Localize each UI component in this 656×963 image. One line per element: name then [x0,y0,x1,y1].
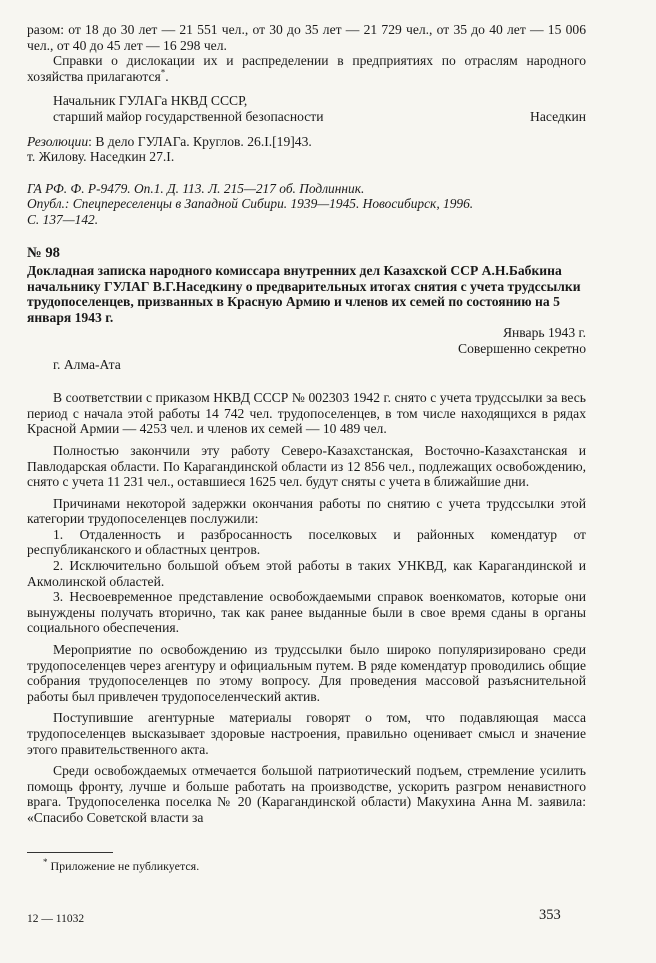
body-paragraph: 2. Исключительно большой объем этой работы в таких УНКВД, как Карагандинской и Акмолинской областей. [27,558,586,589]
body-paragraph: Поступившие агентурные материалы говорят о том, что подавляющая масса трудопоселенцев высказывает здоровые настроения, правильно оценивает смысл и значение этого правительственного акта. [27,710,586,757]
document-body [27,390,586,825]
archive-line-3: С. 137—142. [27,211,99,227]
intro-line: разом: от 18 до 30 лет — 21 551 чел., от 30 до 35 лет — 21 729 чел., от 35 до 40 лет — 15 006 чел., от 40 до 45 лет — 16 298 чел. [27,22,586,53]
page-number: 353 [539,907,561,923]
signer-title-2: старший майор государственной безопасности [53,108,324,124]
signer-row [53,109,586,125]
body-paragraph: Среди освобождаемых отмечается большой патриотический подъем, стремление усилить помощь фронту, лучше и больше работать на производстве, ускорить разгром ненавистного врага. Трудопоселенка поселка № 20 (Карагандинской области) Макухина Анна М. заявила: «Спасибо Советской власти за [27,763,586,825]
body-paragraph: 1. Отдаленность и разбросанность поселковых и районных комендатур от республиканского и областных центров. [27,526,586,558]
body-paragraph: Причинами некоторой задержки окончания работы по снятию с учета трудссылки этой категории трудопоселенцев послужили: [27,495,586,527]
document-title: Докладная записка народного комиссара внутренних дел Казахской ССР А.Н.Бабкина начальнику ГУЛАГ В.Г.Наседкину о предварительных итогах снятия с учета трудссылки трудопоселенцев, призванных в Красную Армию и членов их семей по состоянию на 5 января 1943 г. [27,262,581,325]
body-paragraph: Мероприятие по освобождению из трудссылки было широко популяризировано среди трудопоселенцев через агентуру и официальным путем. В ряде комендатур проводились общие собрания трудопоселенцев по этому вопросу. Для проведения массовой разъяснительной работы был привлечен трудопоселенческий актив. [27,642,586,704]
document-place: г. Алма-Ата [53,356,121,372]
archive-line-2: Опубл.: Спецпереселенцы в Западной Сибири. 1939—1945. Новосибирск, 1996. [27,196,474,212]
document-number: № 98 [27,244,60,261]
footnote-marker: * [43,857,48,867]
classification-stamp: Совершенно секретно [458,340,586,356]
footnote [43,859,199,873]
signer-name: Наседкин [530,108,586,124]
body-paragraph: В соответствии с приказом НКВД СССР № 002303 1942 г. снято с учета трудссылки за весь период с начала этой работы 14 742 чел. трудопоселенцев, в том числе находящихся в рядах Красной Армии — 4253 чел. и членов их семей — 10 489 чел. [27,390,586,437]
body-paragraph: 3. Несвоевременное представление освобождаемыми справок военкоматов, которые они вынуждены получать вторично, так как ранее выданные были в свое время сданы в органы социального обеспечения. [27,589,586,636]
intro-paragraph-text: Справки о дислокации их и распределении в предприятиях по отраслям народного хозяйства прилагаются [27,53,586,84]
footnote-separator [27,852,113,853]
resolutions-line-2: т. Жилову. Наседкин 27.I. [27,149,175,165]
signer-title-1: Начальник ГУЛАГа НКВД СССР, [53,93,248,109]
resolutions-text-1: : В дело ГУЛАГа. Круглов. 26.I.[19]43. [88,133,312,149]
footnote-ref: * [160,67,166,78]
intro-paragraph: Справки о дислокации их и распределении в предприятиях по отраслям народного хозяйства прилагаются*. [27,53,586,84]
signature-block [27,93,586,124]
archive-reference [27,181,586,227]
archive-line-1: ГА РФ. Ф. Р-9479. Оп.1. Д. 113. Л. 215—217 об. Подлинник. [27,180,365,196]
resolutions-line-1 [27,134,586,150]
footnote-text: Приложение не публикуется. [50,859,200,873]
body-paragraph: Полностью закончили эту работу Северо-Казахстанская, Восточно-Казахстанская и Павлодарская области. По Карагандинской области из 12 856 чел., подлежащих освобождению, снято с учета 11 231 чел., оставшиеся 1625 чел. будут сняты с учета в ближайшие дни. [27,442,586,490]
resolutions-label: Резолюции [27,133,89,149]
document-date: Январь 1943 г. [502,325,586,341]
resolutions [27,134,586,165]
printer-signature-mark: 12 — 11032 [27,913,85,925]
